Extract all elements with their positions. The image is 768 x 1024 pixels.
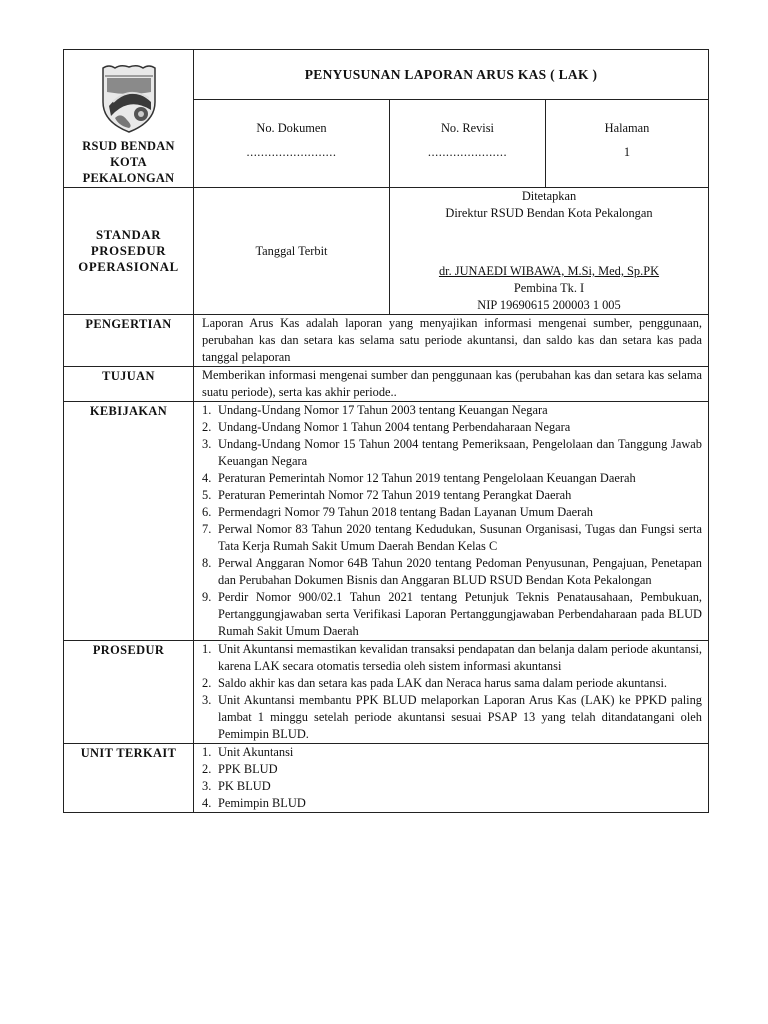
prosedur-item (194, 692, 708, 743)
unit-terkait-cell (194, 744, 709, 813)
sop-line: STANDAR (95, 228, 162, 242)
prosedur-item (194, 675, 708, 692)
list-text: Undang-Undang Nomor 1 Tahun 2004 tentang Perbendaharaan Negara (218, 420, 571, 434)
kebijakan-list (194, 402, 708, 640)
kebijakan-item (194, 419, 708, 436)
signer-rank: Pembina Tk. I (513, 281, 585, 295)
list-number: 3. (202, 693, 212, 707)
kebijakan-item (194, 504, 708, 521)
unit-terkait-item (194, 761, 708, 778)
kebijakan-item (194, 555, 708, 589)
halaman-value: 1 (623, 145, 631, 159)
list-number: 9. (202, 590, 212, 604)
halaman-label: Halaman (604, 121, 650, 135)
ditetapkan-cell (390, 188, 709, 315)
sop-line: OPERASIONAL (78, 260, 179, 274)
no-dokumen-value: ......................... (246, 145, 337, 159)
no-revisi-cell (390, 100, 546, 188)
list-text: Perwal Anggaran Nomor 64B Tahun 2020 tentang Pedoman Penyusunan, Pengajuan, Penetapan dan Perubahan Dokumen Bisnis dan Anggaran BLUD RSUD Bendan Kota Pekalongan (218, 556, 702, 587)
kebijakan-item (194, 521, 708, 555)
list-text: Undang-Undang Nomor 15 Tahun 2004 tentang Pemeriksaan, Pengelolaan dan Tanggung Jawab Keuangan Negara (218, 437, 702, 468)
prosedur-item (194, 641, 708, 675)
kebijakan-item (194, 402, 708, 419)
kebijakan-item (194, 470, 708, 487)
list-number: 2. (202, 420, 212, 434)
list-text: PPK BLUD (218, 762, 278, 776)
list-text: Perwal Nomor 83 Tahun 2020 tentang Kedudukan, Susunan Organisasi, Tugas dan Fungsi serta Tata Kerja Rumah Sakit Umum Daerah Bendan Kelas C (218, 522, 702, 553)
signer-nip: NIP 19690615 200003 1 005 (477, 298, 621, 312)
tujuan-text: Memberikan informasi mengenai sumber dan penggunaan kas (perubahan kas dan setara kas selama suatu periode), serta kas akhir periode.. (194, 367, 709, 402)
org-name (64, 138, 193, 186)
list-number: 1. (202, 745, 212, 759)
list-number: 8. (202, 556, 212, 570)
list-text: Saldo akhir kas dan setara kas pada LAK dan Neraca harus sama dalam periode akuntansi. (218, 676, 667, 690)
list-number: 4. (202, 796, 212, 810)
unit-terkait-item (194, 795, 708, 812)
list-number: 5. (202, 488, 212, 502)
sop-label-cell (64, 188, 194, 315)
org-name-line: KOTA (110, 155, 147, 169)
list-number: 1. (202, 403, 212, 417)
unit-terkait-label: UNIT TERKAIT (64, 744, 194, 813)
list-text: Unit Akuntansi memastikan kevalidan transaksi pendapatan dan belanja dalam periode akuntansi, karena LAK secara otomatis tersedia oleh sistem informasi akuntansi (218, 642, 702, 673)
list-number: 2. (202, 676, 212, 690)
list-number: 4. (202, 471, 212, 485)
kebijakan-item (194, 589, 708, 640)
list-text: Peraturan Pemerintah Nomor 12 Tahun 2019 tentang Pengelolaan Keuangan Daerah (218, 471, 636, 485)
list-text: Perdir Nomor 900/02.1 Tahun 2021 tentang Petunjuk Teknis Penatausahaan, Pembukuan, Pertanggungjawaban serta Verifikasi Laporan Pertanggungjawaban Perbendaharaan pada BLUD Rumah Sakit Umum Daerah (218, 590, 702, 638)
no-revisi-label: No. Revisi (440, 121, 494, 135)
halaman-cell (546, 100, 709, 188)
tujuan-label: TUJUAN (64, 367, 194, 402)
list-text: PK BLUD (218, 779, 271, 793)
sop-line: PROSEDUR (90, 244, 167, 258)
no-dokumen-cell (194, 100, 390, 188)
kebijakan-item (194, 436, 708, 470)
tanggal-terbit-label: Tanggal Terbit (194, 188, 390, 315)
prosedur-label: PROSEDUR (64, 641, 194, 744)
sop-table (63, 49, 709, 813)
list-text: Peraturan Pemerintah Nomor 72 Tahun 2019 tentang Perangkat Daerah (218, 488, 572, 502)
kebijakan-label: KEBIJAKAN (64, 402, 194, 641)
kebijakan-cell (194, 402, 709, 641)
list-number: 1. (202, 642, 212, 656)
document-title: PENYUSUNAN LAPORAN ARUS KAS ( LAK ) (194, 50, 709, 100)
org-cell (64, 50, 194, 188)
list-number: 6. (202, 505, 212, 519)
no-dokumen-label: No. Dokumen (256, 121, 327, 135)
hospital-logo (99, 62, 159, 134)
prosedur-list (194, 641, 708, 743)
direktur-title: Direktur RSUD Bendan Kota Pekalongan (445, 206, 653, 220)
org-name-line: RSUD BENDAN (82, 139, 175, 153)
list-number: 3. (202, 779, 212, 793)
unit-terkait-list (194, 744, 708, 812)
signer-name: dr. JUNAEDI WIBAWA, M.Si, Med, Sp.PK (438, 264, 660, 278)
ditetapkan-label: Ditetapkan (521, 189, 577, 203)
unit-terkait-item (194, 778, 708, 795)
list-number: 2. (202, 762, 212, 776)
list-text: Undang-Undang Nomor 17 Tahun 2003 tentang Keuangan Negara (218, 403, 548, 417)
unit-terkait-item (194, 744, 708, 761)
pengertian-label: PENGERTIAN (64, 315, 194, 367)
prosedur-cell (194, 641, 709, 744)
list-text: Unit Akuntansi membantu PPK BLUD melaporkan Laporan Arus Kas (LAK) ke PPKD paling lambat 1 minggu setelah periode akuntansi sesuai PSAP 13 yang telah ditandatangani oleh Pemimpin BLUD. (218, 693, 702, 741)
list-text: Pemimpin BLUD (218, 796, 306, 810)
no-revisi-value: ...................... (427, 145, 508, 159)
sop-document (63, 49, 708, 813)
list-number: 3. (202, 437, 212, 451)
list-text: Permendagri Nomor 79 Tahun 2018 tentang Badan Layanan Umum Daerah (218, 505, 593, 519)
kebijakan-item (194, 487, 708, 504)
pengertian-text: Laporan Arus Kas adalah laporan yang menyajikan informasi mengenai sumber, penggunaan, perubahan kas dan setara kas selama satu periode akuntansi, dan saldo kas dan setara kas pada tanggal pelaporan (194, 315, 709, 367)
list-number: 7. (202, 522, 212, 536)
list-text: Unit Akuntansi (218, 745, 294, 759)
org-name-line: PEKALONGAN (82, 171, 175, 185)
